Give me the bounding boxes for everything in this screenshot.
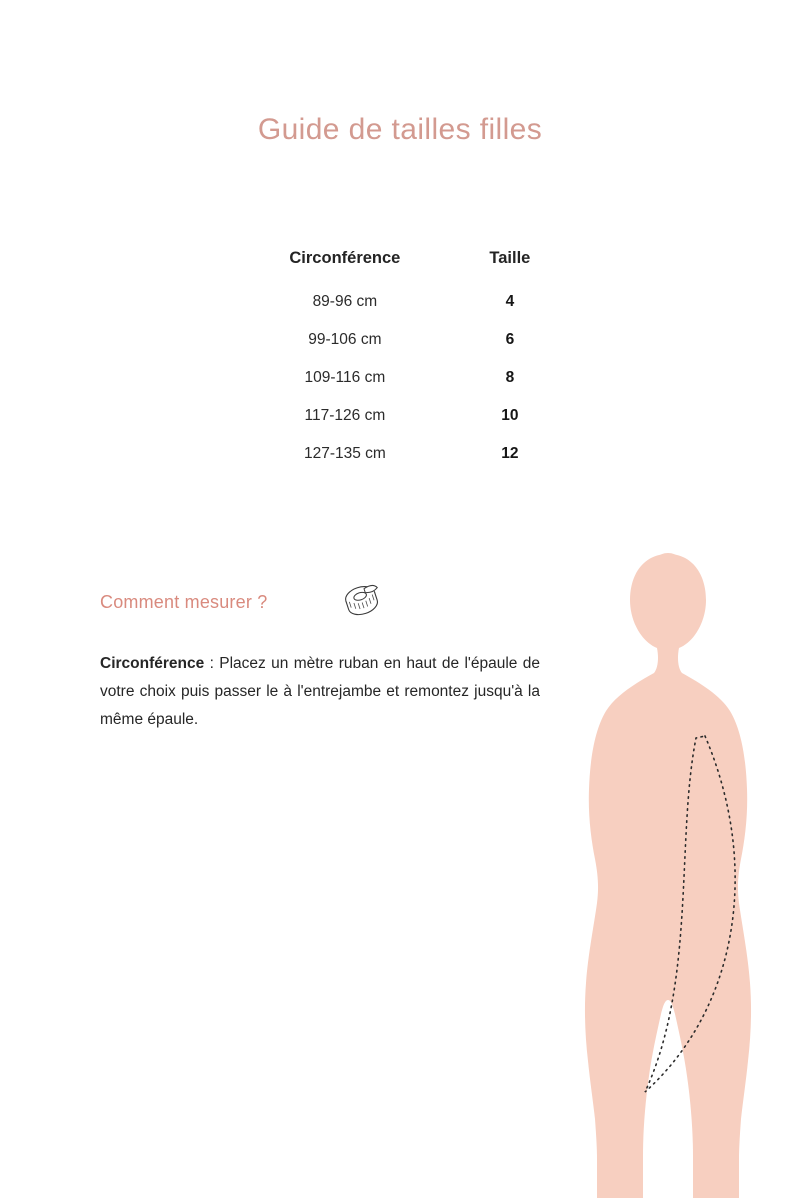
cell-size: 8 <box>505 369 515 386</box>
table-row <box>240 368 570 406</box>
cell-size: 4 <box>505 293 515 310</box>
table-row <box>240 292 570 330</box>
cell-size: 10 <box>501 407 519 424</box>
cell-circumference: 109-116 cm <box>304 369 386 386</box>
measure-description: : Placez un mètre ruban en haut de l'épaule de votre choix puis passer le à l'entrejambe et remontez jusqu'à la même épaule. <box>100 655 540 728</box>
size-guide-table <box>240 248 570 482</box>
cell-size: 6 <box>505 331 515 348</box>
table-row <box>240 330 570 368</box>
cell-circumference: 99-106 cm <box>308 331 382 348</box>
cell-circumference: 127-135 cm <box>303 445 386 462</box>
body-illustration <box>500 540 800 1198</box>
measure-term: Circonférence <box>100 655 205 672</box>
cell-circumference: 89-96 cm <box>312 293 378 310</box>
measuring-tape-icon <box>338 578 386 626</box>
page-title: Guide de tailles filles <box>257 113 543 146</box>
column-header-circumference: Circonférence <box>289 249 401 267</box>
table-row <box>240 406 570 444</box>
how-to-measure-text <box>100 650 540 734</box>
cell-circumference: 117-126 cm <box>304 407 386 424</box>
female-body-silhouette <box>500 540 800 1198</box>
table-header-row <box>240 248 570 292</box>
how-to-measure-heading: Comment mesurer ? <box>100 592 268 612</box>
column-header-size: Taille <box>489 249 531 267</box>
table-row <box>240 444 570 482</box>
cell-size: 12 <box>501 445 519 462</box>
